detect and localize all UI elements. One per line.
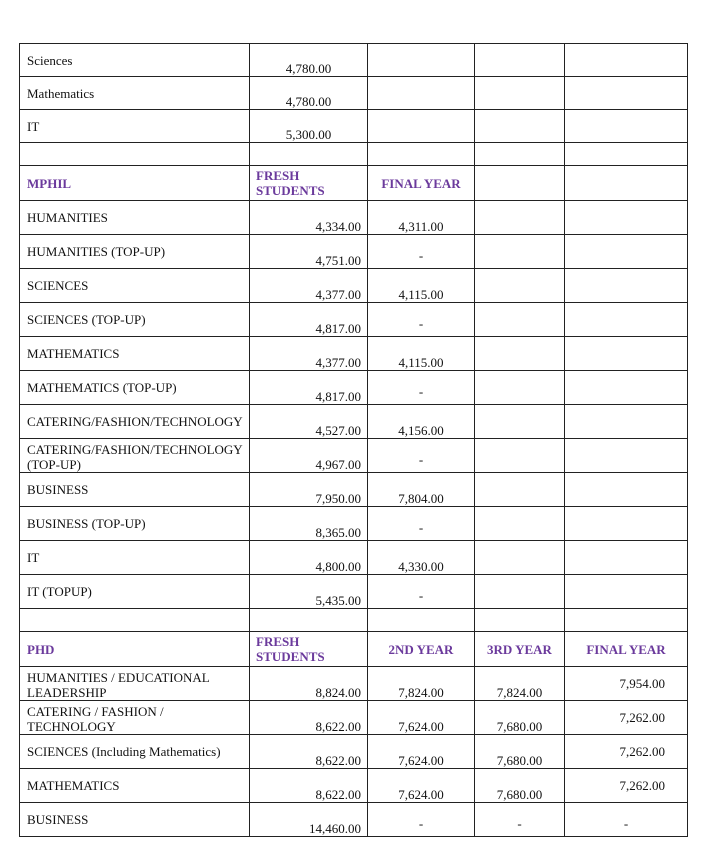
final-year-fee: 7,262.00 xyxy=(619,744,665,759)
mphil-header-row xyxy=(20,166,688,201)
table-row xyxy=(20,701,688,735)
phd-header-row xyxy=(20,632,688,667)
row-label: IT (TOPUP) xyxy=(27,584,92,599)
column-header-final-year: FINAL YEAR xyxy=(381,175,461,191)
mphil-heading: MPHIL xyxy=(27,175,72,191)
table-row xyxy=(20,44,688,77)
third-year-fee: 7,824.00 xyxy=(496,685,543,700)
fresh-fee: 8,622.00 xyxy=(315,753,361,768)
fresh-fee: 4,527.00 xyxy=(315,423,361,438)
fresh-fee: 8,622.00 xyxy=(315,787,361,802)
row-label: HUMANITIES xyxy=(27,210,108,225)
row-label: BUSINESS xyxy=(27,482,89,497)
spacer-row xyxy=(20,609,688,632)
table-row xyxy=(20,110,688,143)
row-label: Sciences xyxy=(27,53,73,68)
table-row xyxy=(20,439,688,473)
table-row xyxy=(20,303,688,337)
final-year-fee: - xyxy=(418,384,424,399)
column-header-3rd-year: 3RD YEAR xyxy=(487,641,552,657)
table-row xyxy=(20,473,688,507)
fresh-fee: 8,622.00 xyxy=(315,719,361,734)
fresh-fee: 4,751.00 xyxy=(315,253,361,268)
third-year-fee: 7,680.00 xyxy=(496,719,543,734)
row-label: BUSINESS (TOP-UP) xyxy=(27,516,146,531)
fee-value: 4,780.00 xyxy=(285,61,332,76)
second-year-fee: 7,624.00 xyxy=(398,787,444,802)
table-row xyxy=(20,77,688,110)
third-year-fee: 7,680.00 xyxy=(496,753,543,768)
row-label: SCIENCES (TOP-UP) xyxy=(27,312,146,327)
spacer-row xyxy=(20,143,688,166)
fresh-fee: 14,460.00 xyxy=(309,821,361,836)
fresh-fee: 4,817.00 xyxy=(315,389,361,404)
fresh-fee: 8,365.00 xyxy=(315,525,361,540)
final-year-fee: - xyxy=(418,520,424,535)
second-year-fee: 7,824.00 xyxy=(398,685,444,700)
final-year-fee: 4,115.00 xyxy=(398,355,444,370)
third-year-fee: - xyxy=(517,816,522,831)
final-year-fee: 7,262.00 xyxy=(619,778,665,793)
row-label: CATERING/FASHION/TECHNOLOGY (TOP-UP) xyxy=(27,442,243,472)
table-row xyxy=(20,803,688,837)
table-row xyxy=(20,541,688,575)
fees-table xyxy=(19,43,688,837)
fresh-fee: 7,950.00 xyxy=(315,491,361,506)
fresh-fee: 4,377.00 xyxy=(315,355,361,370)
final-year-fee: 7,804.00 xyxy=(398,491,444,506)
third-year-fee: 7,680.00 xyxy=(496,787,543,802)
fresh-fee: 4,817.00 xyxy=(315,321,361,336)
table-row xyxy=(20,735,688,769)
row-label: MATHEMATICS xyxy=(27,778,120,793)
row-label: MATHEMATICS (TOP-UP) xyxy=(27,380,177,395)
column-header-fresh: FRESH STUDENTS xyxy=(256,634,325,664)
fresh-fee: 4,377.00 xyxy=(315,287,361,302)
fresh-fee: 4,967.00 xyxy=(315,457,361,472)
final-year-fee: - xyxy=(418,588,424,603)
final-year-fee: - xyxy=(418,316,424,331)
second-year-fee: 7,624.00 xyxy=(398,753,444,768)
fee-value: 5,300.00 xyxy=(285,127,332,142)
final-year-fee: 7,954.00 xyxy=(619,676,665,691)
table-row xyxy=(20,667,688,701)
row-label: CATERING/FASHION/TECHNOLOGY xyxy=(27,414,243,429)
table-row xyxy=(20,405,688,439)
row-label: CATERING / FASHION / TECHNOLOGY xyxy=(27,704,164,734)
row-label: MATHEMATICS xyxy=(27,346,120,361)
table-row xyxy=(20,575,688,609)
table-row xyxy=(20,269,688,303)
fee-value: 4,780.00 xyxy=(285,94,332,109)
table-row xyxy=(20,201,688,235)
row-label: SCIENCES xyxy=(27,278,89,293)
row-label: SCIENCES (Including Mathematics) xyxy=(27,744,221,759)
fresh-fee: 5,435.00 xyxy=(315,593,361,608)
final-year-fee: - xyxy=(418,452,424,467)
final-year-fee: 4,156.00 xyxy=(398,423,444,438)
column-header-2nd-year: 2ND YEAR xyxy=(388,641,454,657)
row-label: HUMANITIES (TOP-UP) xyxy=(27,244,166,259)
row-label: IT xyxy=(27,119,40,134)
table-row xyxy=(20,371,688,405)
table-row xyxy=(20,337,688,371)
fresh-fee: 4,800.00 xyxy=(315,559,361,574)
table-row xyxy=(20,507,688,541)
table-row xyxy=(20,235,688,269)
row-label: BUSINESS xyxy=(27,812,89,827)
final-year-fee: - xyxy=(623,816,629,831)
row-label: Mathematics xyxy=(27,86,95,101)
final-year-fee: 7,262.00 xyxy=(619,710,665,725)
row-label: IT xyxy=(27,550,40,565)
column-header-fresh: FRESH STUDENTS xyxy=(256,168,325,198)
fresh-fee: 4,334.00 xyxy=(315,219,361,234)
row-label: HUMANITIES / EDUCATIONAL LEADERSHIP xyxy=(27,670,210,700)
final-year-fee: 4,330.00 xyxy=(398,559,444,574)
second-year-fee: 7,624.00 xyxy=(398,719,444,734)
table-row xyxy=(20,769,688,803)
final-year-fee: - xyxy=(418,248,424,263)
column-header-final-year: FINAL YEAR xyxy=(586,641,666,657)
second-year-fee: - xyxy=(418,816,424,831)
final-year-fee: 4,311.00 xyxy=(398,219,444,234)
fresh-fee: 8,824.00 xyxy=(315,685,361,700)
phd-heading: PHD xyxy=(27,641,55,657)
final-year-fee: 4,115.00 xyxy=(398,287,444,302)
